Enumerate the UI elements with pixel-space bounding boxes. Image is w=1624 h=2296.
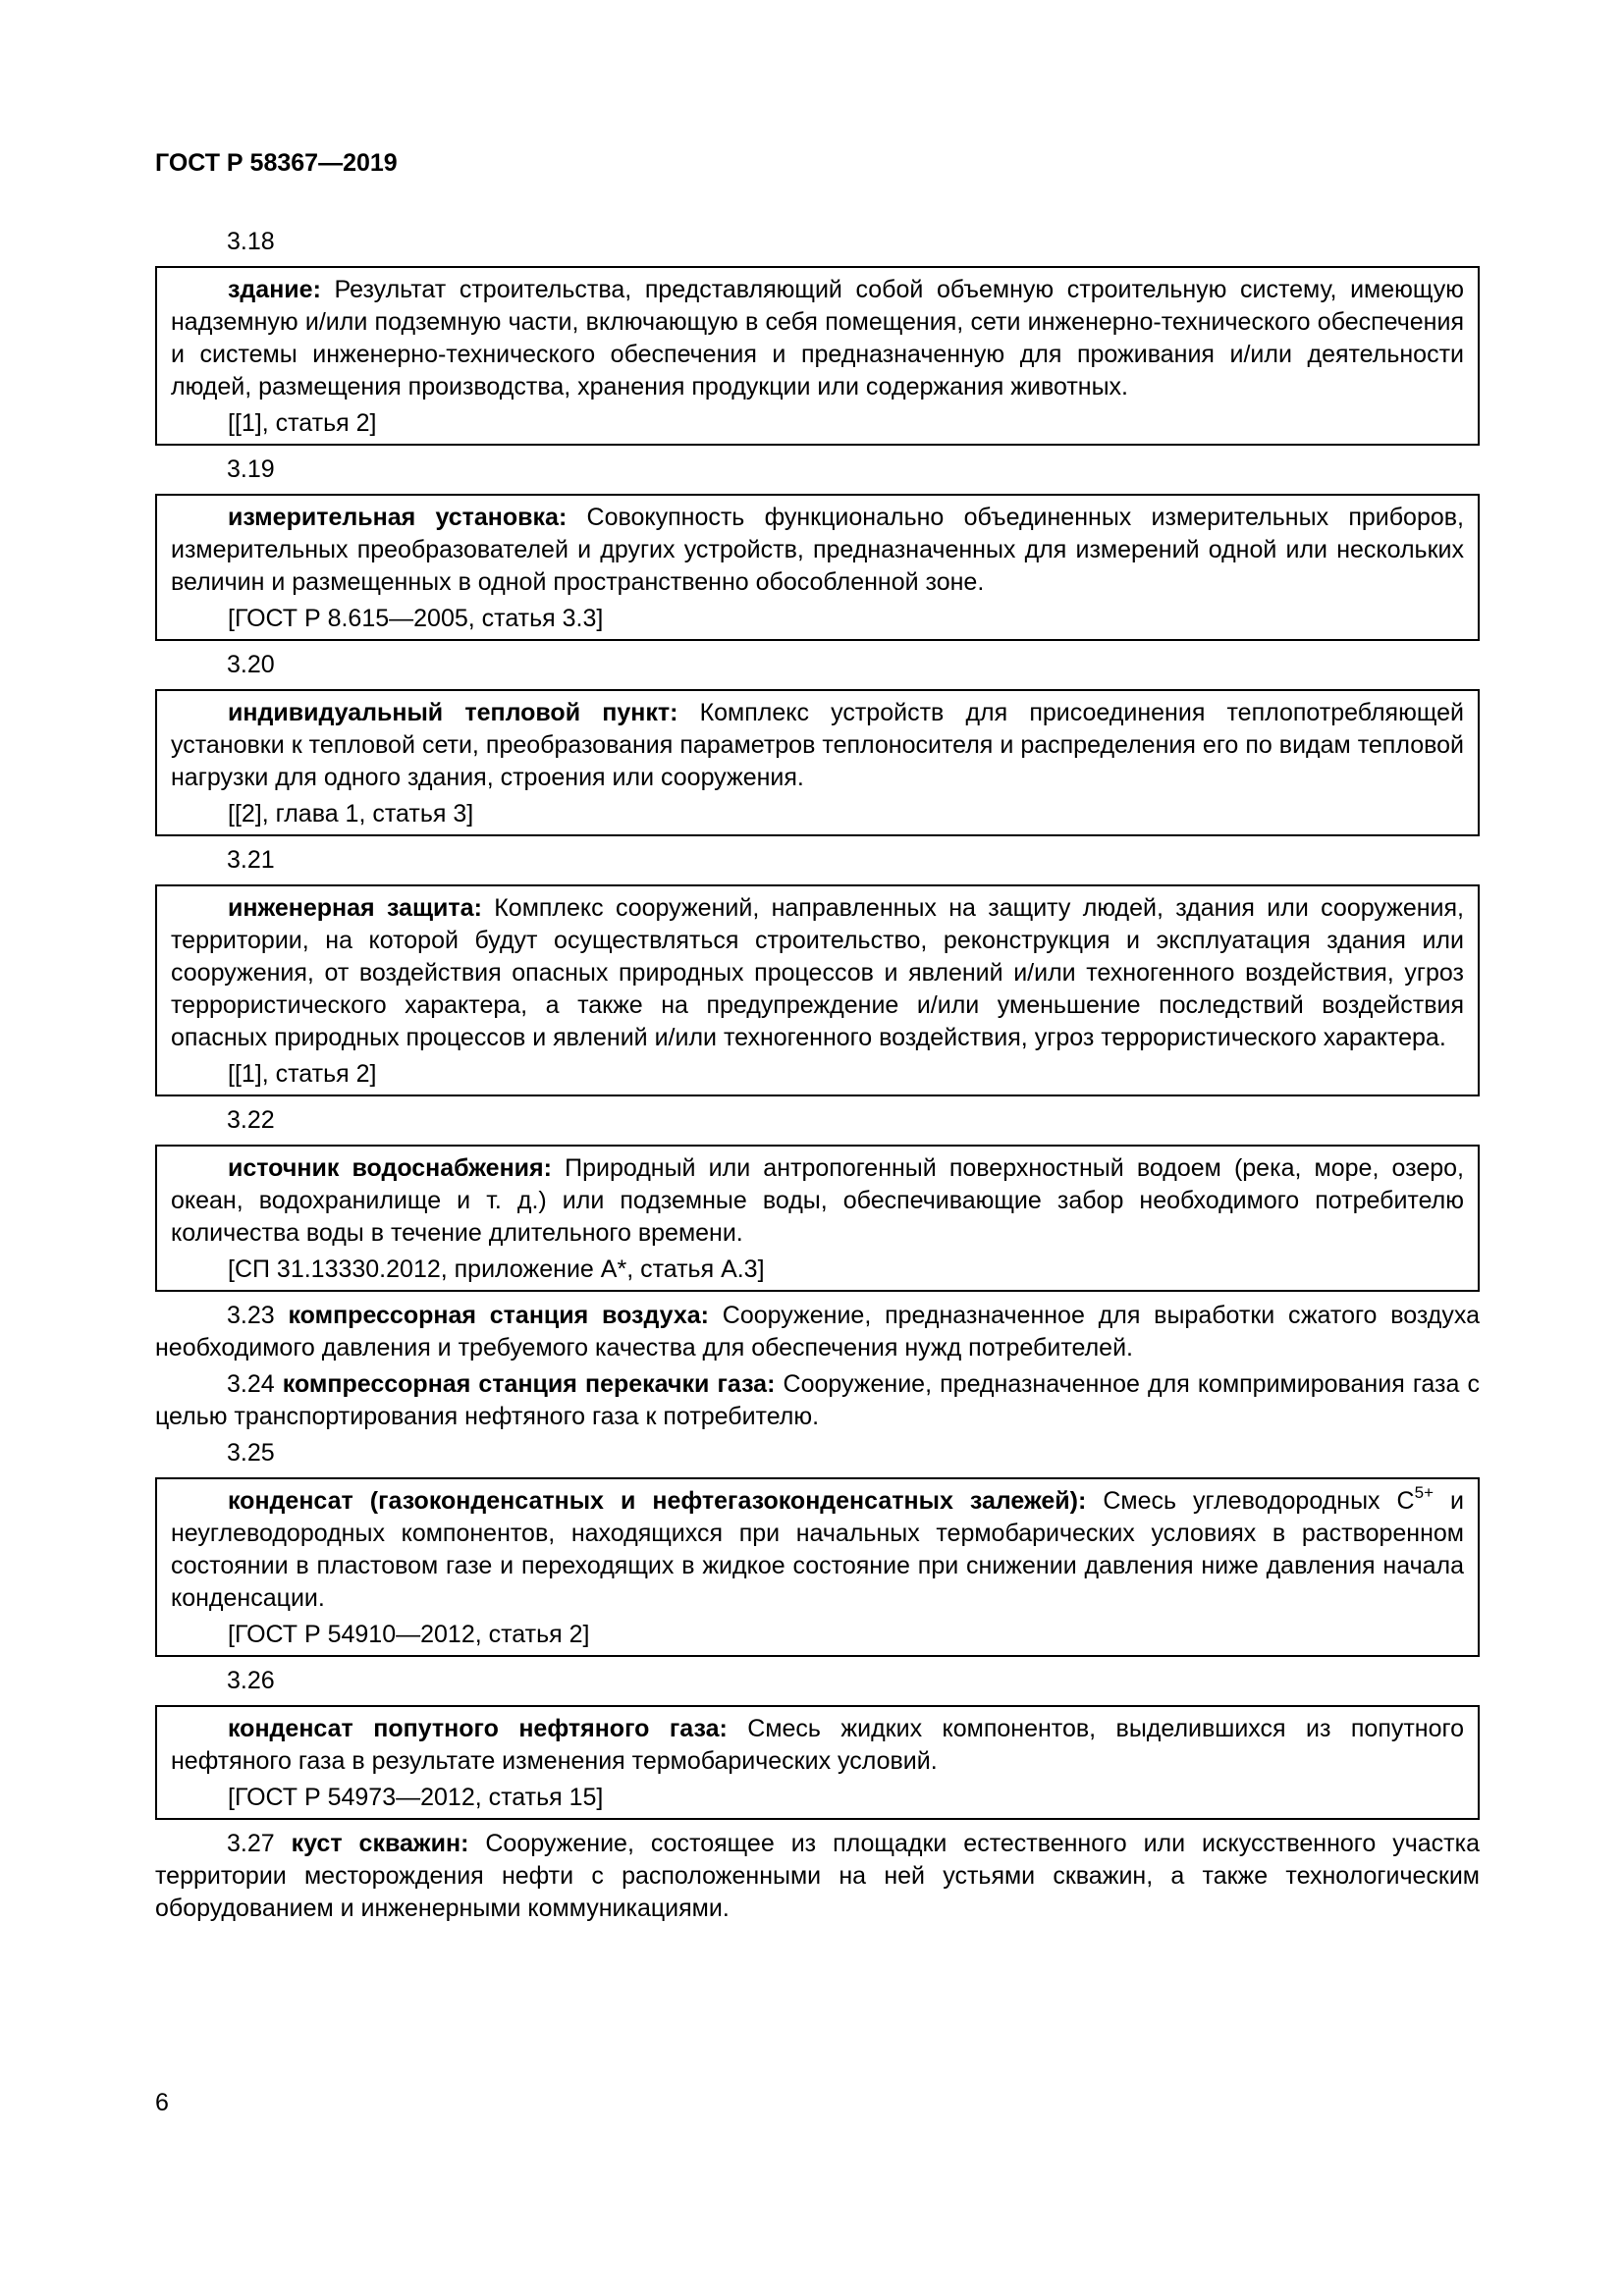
definition-source: [[1], статья 2] xyxy=(228,1060,377,1088)
term-paragraph xyxy=(155,1300,1480,1364)
definition-text xyxy=(171,697,1464,794)
document-header: ГОСТ Р 58367—2019 xyxy=(155,149,398,177)
term-name: индивидуальный тепловой пункт: xyxy=(228,699,678,726)
term-name: здание: xyxy=(228,276,321,303)
term-number: 3.23 xyxy=(227,1302,275,1329)
definition-text xyxy=(171,892,1464,1054)
definition-source: [[2], глава 1, статья 3] xyxy=(228,800,474,828)
term-name: компрессорная станция перекачки газа: xyxy=(282,1370,776,1398)
definition-body: Комплекс сооружений, направленных на защиту людей, здания или сооружения, территории, на которой будут осуществляться строительство, реконструкция и эксплуатация здания или сооружения, от воздействия опасных природных процессов и явлений и/или техногенного воздействия, угроз террористического характера, а также на предупреждение и/или уменьшение последствий воздействия опасных природных процессов и явлений и/или техногенного воздействия, угроз террористического характера. xyxy=(171,894,1465,1051)
term-paragraph xyxy=(155,1368,1480,1433)
definition-text xyxy=(155,1300,1480,1364)
definition-text xyxy=(155,1828,1480,1925)
term-name: конденсат (газоконденсатных и нефтегазоконденсатных залежей): xyxy=(228,1487,1087,1515)
term-definition-box xyxy=(155,884,1480,1096)
definition-body: Сооружение, состоящее из площадки естественного или искусственного участка территории месторождения нефти с расположенными на ней устьями скважин, а также технологическим оборудованием и инженерными коммуникациями. xyxy=(155,1830,1481,1922)
definition-body: Комплекс устройств для присоединения теплопотребляющей установки к тепловой сети, преобразования параметров теплоносителя и распределения его по видам тепловой нагрузки для одного здания, строения или сооружения. xyxy=(171,699,1464,791)
definition-body: Результат строительства, представляющий собой объемную строительную систему, имеющую надземную и/или подземную части, включающую в себя помещения, сети инженерно-технического обеспечения и системы инженерно-технического обеспечения и предназначенную для проживания и/или деятельности людей, размещения производства, хранения продукции или содержания животных. xyxy=(171,276,1464,400)
term-number: 3.26 xyxy=(227,1667,275,1694)
term-name: конденсат попутного нефтяного газа: xyxy=(228,1715,728,1742)
definition-source: [ГОСТ Р 8.615—2005, статья 3.3] xyxy=(228,605,604,632)
definition-body: Смесь углеводородных С xyxy=(1086,1487,1415,1515)
page-number: 6 xyxy=(155,2089,169,2116)
definition-text xyxy=(171,1152,1464,1250)
term-definition-box xyxy=(155,494,1480,641)
term-name: куст скважин: xyxy=(291,1830,469,1857)
definition-text xyxy=(171,274,1464,403)
definition-body: Природный или антропогенный поверхностный водоем (река, море, озеро, океан, водохранилище и т. д.) или подземные воды, обеспечивающие забор необходимого потребителю количества воды в течение длительного времени. xyxy=(171,1154,1464,1247)
term-definition-box xyxy=(155,689,1480,836)
term-name: инженерная защита: xyxy=(228,894,482,922)
definition-text xyxy=(171,1713,1464,1778)
term-definition-box xyxy=(155,1705,1480,1820)
term-name: измерительная установка: xyxy=(228,504,568,531)
definition-body-continued: и неуглеводородных компонентов, находящихся при начальных термобарических условиях в растворенном состоянии в пластовом газе и переходящих в жидкое состояние при снижении давления ниже давления начала конденсации. xyxy=(171,1487,1464,1612)
definition-source: [ГОСТ Р 54973—2012, статья 15] xyxy=(228,1784,604,1811)
document-body xyxy=(155,226,1480,1929)
term-number: 3.20 xyxy=(227,651,275,678)
term-number: 3.19 xyxy=(227,455,275,483)
term-number: 3.18 xyxy=(227,228,275,255)
definition-source: [[1], статья 2] xyxy=(228,409,377,437)
term-definition-box xyxy=(155,1477,1480,1657)
term-number: 3.25 xyxy=(227,1439,275,1467)
term-paragraph xyxy=(155,1828,1480,1925)
definition-source: [ГОСТ Р 54910—2012, статья 2] xyxy=(228,1621,590,1648)
definition-body: Совокупность функционально объединенных измерительных приборов, измерительных преобразователей и других устройств, предназначенных для измерений одной или нескольких величин и размещенных в одной пространственно обособленной зоне. xyxy=(171,504,1464,596)
term-number: 3.24 xyxy=(227,1370,275,1398)
term-number: 3.27 xyxy=(227,1830,275,1857)
definition-source: [СП 31.13330.2012, приложение А*, статья А.3] xyxy=(228,1255,765,1283)
definition-text xyxy=(155,1368,1480,1433)
term-definition-box xyxy=(155,266,1480,446)
term-definition-box xyxy=(155,1145,1480,1292)
definition-body: Сооружение, предназначенное для компримирования газа с целью транспортирования нефтяного газа к потребителю. xyxy=(155,1370,1480,1430)
term-name: источник водоснабжения: xyxy=(228,1154,552,1182)
definition-body: Смесь жидких компонентов, выделившихся из попутного нефтяного газа в результате изменения термобарических условий. xyxy=(171,1715,1464,1775)
term-number: 3.21 xyxy=(227,846,275,874)
definition-body: Сооружение, предназначенное для выработки сжатого воздуха необходимого давления и требуемого качества для обеспечения нужд потребителей. xyxy=(155,1302,1480,1362)
definition-text xyxy=(171,1485,1464,1615)
definition-text xyxy=(171,502,1464,599)
superscript: 5+ xyxy=(1414,1483,1435,1502)
term-number: 3.22 xyxy=(227,1106,275,1134)
term-name: компрессорная станция воздуха: xyxy=(288,1302,709,1329)
